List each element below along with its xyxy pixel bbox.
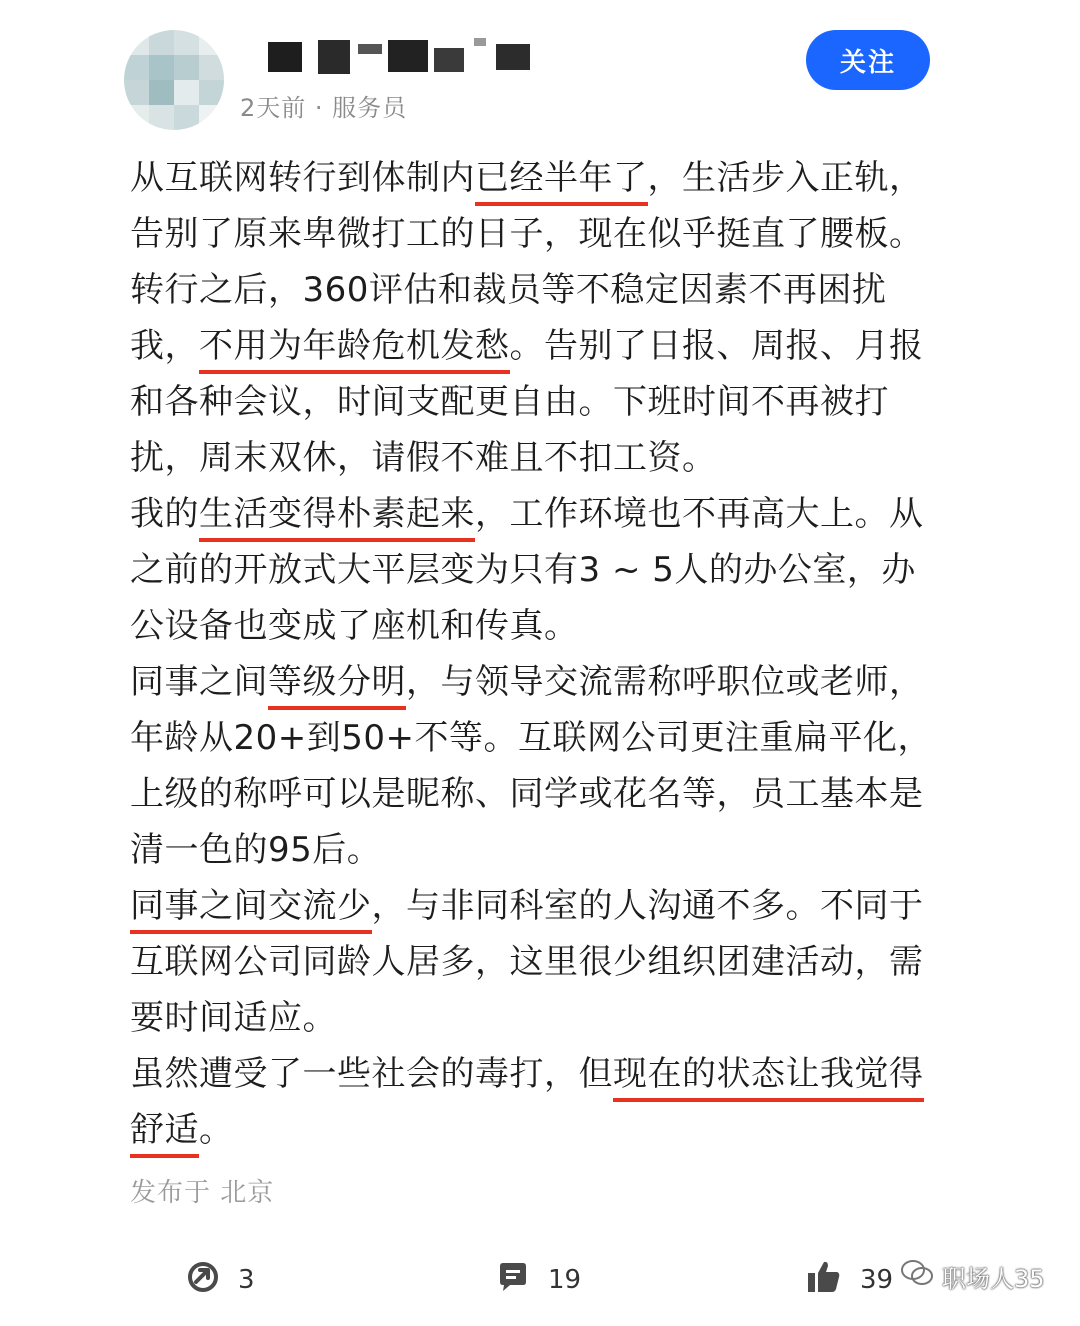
highlighted-phrase: 现在的状态让我觉得舒适 bbox=[130, 1054, 924, 1158]
paragraph-text: 。告别了日报、周报、月报和各种会议，时间支配更自由。下班时间不再被打扰，周末双休，请假不难且不扣工资。 bbox=[130, 326, 924, 478]
post-paragraph bbox=[130, 1046, 940, 1158]
highlighted-phrase: 生活变得朴素起来 bbox=[199, 494, 475, 542]
post-paragraph bbox=[130, 654, 940, 878]
paragraph-text: 。 bbox=[199, 1110, 234, 1150]
watermark-label: 职场人35 bbox=[942, 1264, 1045, 1293]
thumbs-up-icon bbox=[806, 1260, 842, 1301]
highlighted-phrase: 不用为年龄危机发愁 bbox=[199, 326, 510, 374]
comment-count: 19 bbox=[548, 1265, 582, 1295]
share-count: 3 bbox=[238, 1265, 255, 1295]
share-button[interactable] bbox=[186, 1250, 255, 1310]
comment-icon bbox=[496, 1260, 530, 1301]
paragraph-text: ，与领导交流需称呼职位或老师，年龄从20+到50+不等。互联网公司更注重扁平化，上级的称呼可以是昵称、同学或花名等，员工基本是清一色的95后。 bbox=[130, 662, 933, 870]
highlighted-phrase: 同事之间交流少 bbox=[130, 886, 372, 934]
paragraph-text: 我的 bbox=[130, 494, 199, 534]
avatar[interactable] bbox=[124, 30, 224, 130]
post-paragraph bbox=[130, 486, 940, 654]
highlighted-phrase: 等级分明 bbox=[268, 662, 406, 710]
wechat-icon bbox=[900, 1258, 934, 1294]
post-meta: 2天前 · 服务员 bbox=[240, 94, 408, 122]
like-button[interactable] bbox=[806, 1250, 893, 1310]
post-location: 发布于 北京 bbox=[130, 1178, 275, 1208]
post-body bbox=[130, 150, 940, 1158]
paragraph-text: ，与非同科室的人沟通不多。不同于互联网公司同龄人居多，这里很少组织团建活动，需要时间适应。 bbox=[130, 886, 924, 1038]
paragraph-text: 转行之后，360评估和裁员等不稳定因素不再困扰我， bbox=[130, 270, 887, 366]
share-icon bbox=[186, 1260, 220, 1301]
username-redacted[interactable] bbox=[238, 36, 538, 76]
highlighted-phrase: 已经半年了 bbox=[475, 158, 648, 206]
post-paragraph bbox=[130, 878, 940, 1046]
comment-button[interactable] bbox=[496, 1250, 581, 1310]
follow-button[interactable]: 关注 bbox=[806, 30, 930, 90]
paragraph-text: ，工作环境也不再高大上。从之前的开放式大平层变为只有3 ~ 5人的办公室，办公设备也变成了座机和传真。 bbox=[130, 494, 924, 646]
like-count: 39 bbox=[860, 1265, 894, 1295]
watermark bbox=[900, 1258, 1045, 1294]
paragraph-text: 虽然遭受了一些社会的毒打，但 bbox=[130, 1054, 613, 1094]
paragraph-text: ，生活步入正轨，告别了原来卑微打工的日子，现在似乎挺直了腰板。 bbox=[130, 158, 924, 254]
paragraph-text: 从互联网转行到体制内 bbox=[130, 158, 475, 198]
paragraph-text: 同事之间 bbox=[130, 662, 268, 702]
post-paragraph bbox=[130, 262, 940, 486]
post-paragraph bbox=[130, 150, 940, 262]
